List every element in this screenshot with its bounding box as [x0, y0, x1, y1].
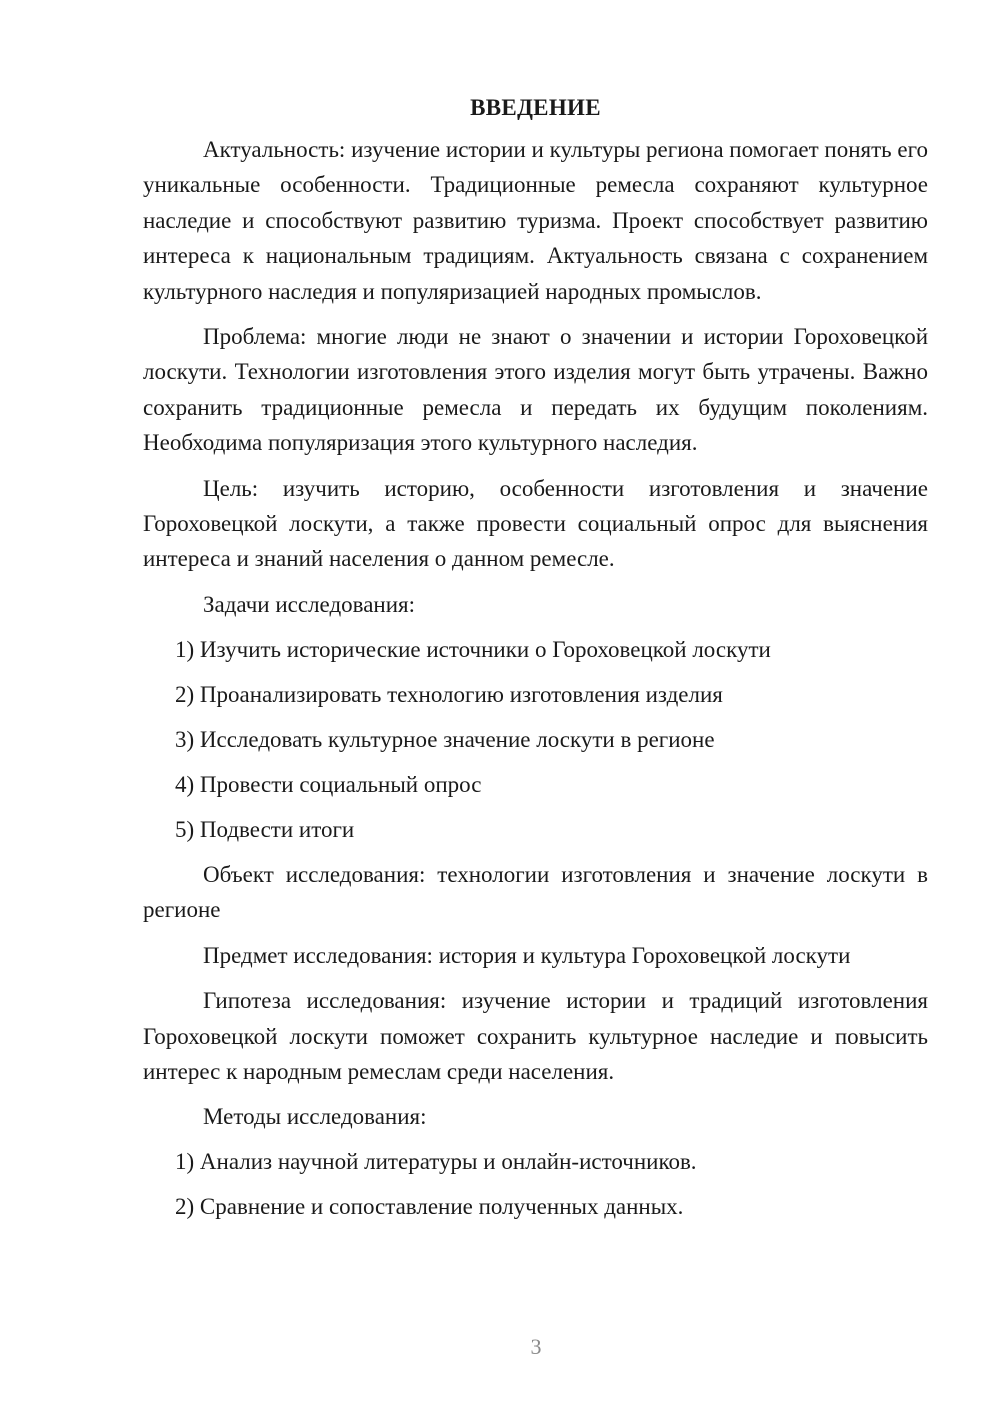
section-title: ВВЕДЕНИЕ: [470, 95, 601, 120]
task-item-3: 3) Исследовать культурное значение лоскути в регионе: [175, 726, 715, 752]
method-item-1: 1) Анализ научной литературы и онлайн-источников.: [175, 1149, 697, 1175]
task-item-2: 2) Проанализировать технологию изготовления изделия: [175, 681, 723, 707]
methods-heading: Методы исследования:: [203, 1104, 427, 1130]
object-paragraph: Объект исследования: технологии изготовления и значение лоскути в регионе: [143, 861, 928, 923]
task-item-4: 4) Провести социальный опрос: [175, 771, 482, 797]
subject-paragraph: Предмет исследования: история и культура Гороховецкой лоскути: [203, 942, 851, 968]
tasks-heading: Задачи исследования:: [203, 591, 416, 617]
task-item-5: 5) Подвести итоги: [175, 816, 355, 842]
relevance-paragraph: Актуальность: изучение истории и культуры региона помогает понять его уникальные особенности. Традиционные ремесла сохраняют культурное наследие и способствуют развитию туризма. Проект способствует развитию интереса к национальным традициям. Актуальность связана с сохранением культурного наследия и популяризацией народных промыслов.: [143, 137, 928, 304]
method-item-2: 2) Сравнение и сопоставление полученных данных.: [175, 1194, 684, 1220]
page-number: 3: [530, 1334, 542, 1359]
task-item-1: 1) Изучить исторические источники о Гороховецкой лоскути: [175, 636, 771, 662]
document-page: [143, 90, 928, 1234]
hypothesis-paragraph: Гипотеза исследования: изучение истории и традиций изготовления Гороховецкой лоскути поможет сохранить культурное наследие и повысить интерес к народным ремеслам среди населения.: [143, 988, 928, 1084]
problem-paragraph: Проблема: многие люди не знают о значении и истории Гороховецкой лоскути. Технологии изготовления этого изделия могут быть утрачены. Важно сохранить традиционные ремесла и передать их будущим поколениям. Необходима популяризация этого культурного наследия.: [143, 324, 928, 456]
goal-paragraph: Цель: изучить историю, особенности изготовления и значение Гороховецкой лоскути, а также провести социальный опрос для выяснения интереса и знаний населения о данном ремесле.: [143, 475, 928, 572]
